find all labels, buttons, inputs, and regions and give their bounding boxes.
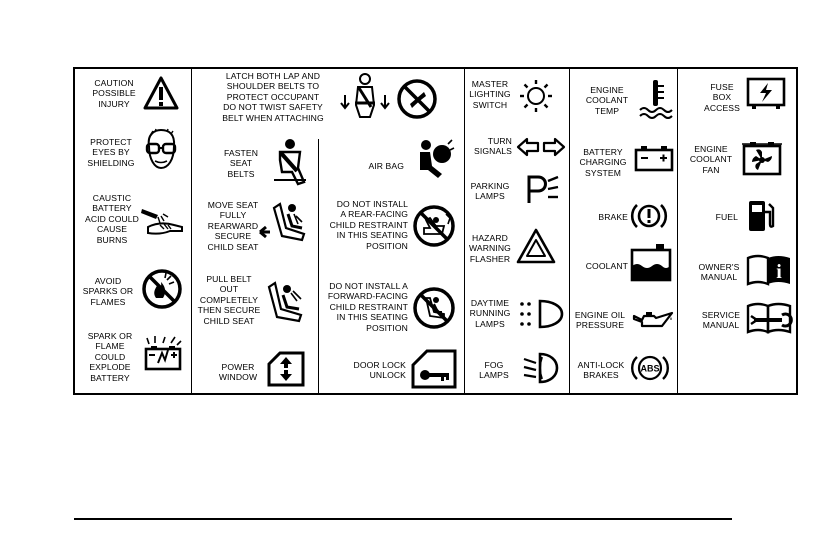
symbol-label: BRAKE (598, 212, 628, 222)
symbol-label: OWNER'S MANUAL (698, 262, 740, 283)
manual-info-text: i (776, 261, 782, 283)
symbol-label: DO NOT INSTALL A FORWARD-FACING CHILD RESTRAINT IN THIS SEATING POSITION (327, 281, 408, 333)
symbol-label: BATTERY CHARGING SYSTEM (579, 147, 627, 178)
fuse-box-icon (746, 75, 786, 111)
abs-icon-text: ABS (640, 363, 660, 374)
symbol-label: MASTER LIGHTING SWITCH (469, 79, 511, 110)
symbol-label: MOVE SEAT FULLY REARWARD SECURE CHILD SEAT (207, 200, 259, 252)
symbol-label: FUEL (715, 212, 738, 222)
column-divider (677, 69, 678, 393)
symbol-label: ANTI-LOCK BRAKES (577, 360, 625, 381)
symbol-label: DOOR LOCK UNLOCK (353, 360, 406, 381)
symbol-label: DO NOT INSTALL A REAR-FACING CHILD RESTRAINT IN THIS SEATING POSITION (329, 199, 408, 251)
symbol-label: HAZARD WARNING FLASHER (469, 233, 511, 264)
symbol-label: SERVICE MANUAL (701, 310, 741, 331)
symbol-label: ENGINE OIL PRESSURE (574, 310, 626, 331)
symbol-label: SPARK OR FLAME COULD EXPLODE BATTERY (87, 331, 133, 383)
turn-signal-arrows-icon (516, 137, 566, 157)
symbol-label: CAUTION POSSIBLE INJURY (92, 78, 136, 109)
symbol-label: DAYTIME RUNNING LAMPS (469, 298, 511, 329)
door-lock-icon (411, 349, 457, 389)
oil-can-icon (632, 310, 674, 332)
symbol-label: CAUSTIC BATTERY ACID COULD CAUSE BURNS (84, 193, 139, 245)
column-divider (464, 69, 465, 393)
belt-attach-icon (340, 73, 390, 123)
seatbelt-icon (268, 138, 312, 188)
abs-icon (632, 352, 668, 384)
acid-burn-icon (140, 205, 186, 237)
symbol-label: FASTEN SEAT BELTS (223, 148, 259, 179)
footer-rule (74, 518, 732, 520)
manual-info-icon (746, 252, 792, 286)
symbol-label: AVOID SPARKS OR FLAMES (82, 276, 134, 307)
caution-triangle-icon (143, 76, 179, 110)
fan-icon (740, 138, 784, 180)
column-divider (318, 139, 319, 393)
symbol-label: POWER WINDOW (218, 362, 258, 383)
symbol-label: PULL BELT OUT COMPLETELY THEN SECURE CHILD SEAT (197, 274, 261, 326)
battery-icon (634, 144, 674, 172)
column-divider (191, 69, 192, 393)
fuel-pump-icon (746, 198, 776, 234)
symbol-label: LATCH BOTH LAP AND SHOULDER BELTS TO PROTECT OCCUPANT DO NOT TWIST SAFETY BELT WHEN ATTACHING (222, 71, 324, 123)
sun-icon (518, 78, 554, 114)
no-forward-facing-seat-icon (412, 286, 456, 330)
no-sparks-icon (141, 268, 183, 310)
manual-wrench-icon (746, 300, 792, 334)
child-seat-belt-icon (265, 279, 311, 325)
goggles-face-icon (141, 128, 181, 172)
symbol-label: PARKING LAMPS (470, 181, 510, 202)
symbol-label: FOG LAMPS (479, 360, 509, 381)
symbol-label: TURN SIGNALS (474, 136, 512, 157)
power-window-icon (266, 350, 306, 388)
airbag-icon (410, 138, 454, 182)
symbol-label: AIR BAG (368, 161, 404, 171)
exploding-battery-icon (143, 335, 183, 373)
symbol-label: ENGINE COOLANT FAN (689, 144, 733, 175)
symbol-label: ENGINE COOLANT TEMP (585, 85, 629, 116)
symbol-label: COOLANT (585, 261, 628, 271)
brake-warning-icon (632, 200, 666, 232)
column-divider (569, 69, 570, 393)
coolant-reservoir-icon (630, 242, 672, 282)
parking-lamp-icon (524, 173, 560, 207)
child-seat-rearward-icon (258, 198, 314, 244)
symbol-label: FUSE BOX ACCESS (704, 82, 740, 113)
hazard-triangle-icon (516, 228, 556, 264)
no-twist-belt-icon (396, 78, 438, 120)
symbol-label: PROTECT EYES BY SHIELDING (87, 137, 135, 168)
fog-lamp-icon (522, 351, 560, 385)
no-rear-facing-seat-icon (412, 204, 456, 248)
daytime-lamp-icon (518, 298, 564, 330)
thermometer-icon (638, 78, 674, 120)
